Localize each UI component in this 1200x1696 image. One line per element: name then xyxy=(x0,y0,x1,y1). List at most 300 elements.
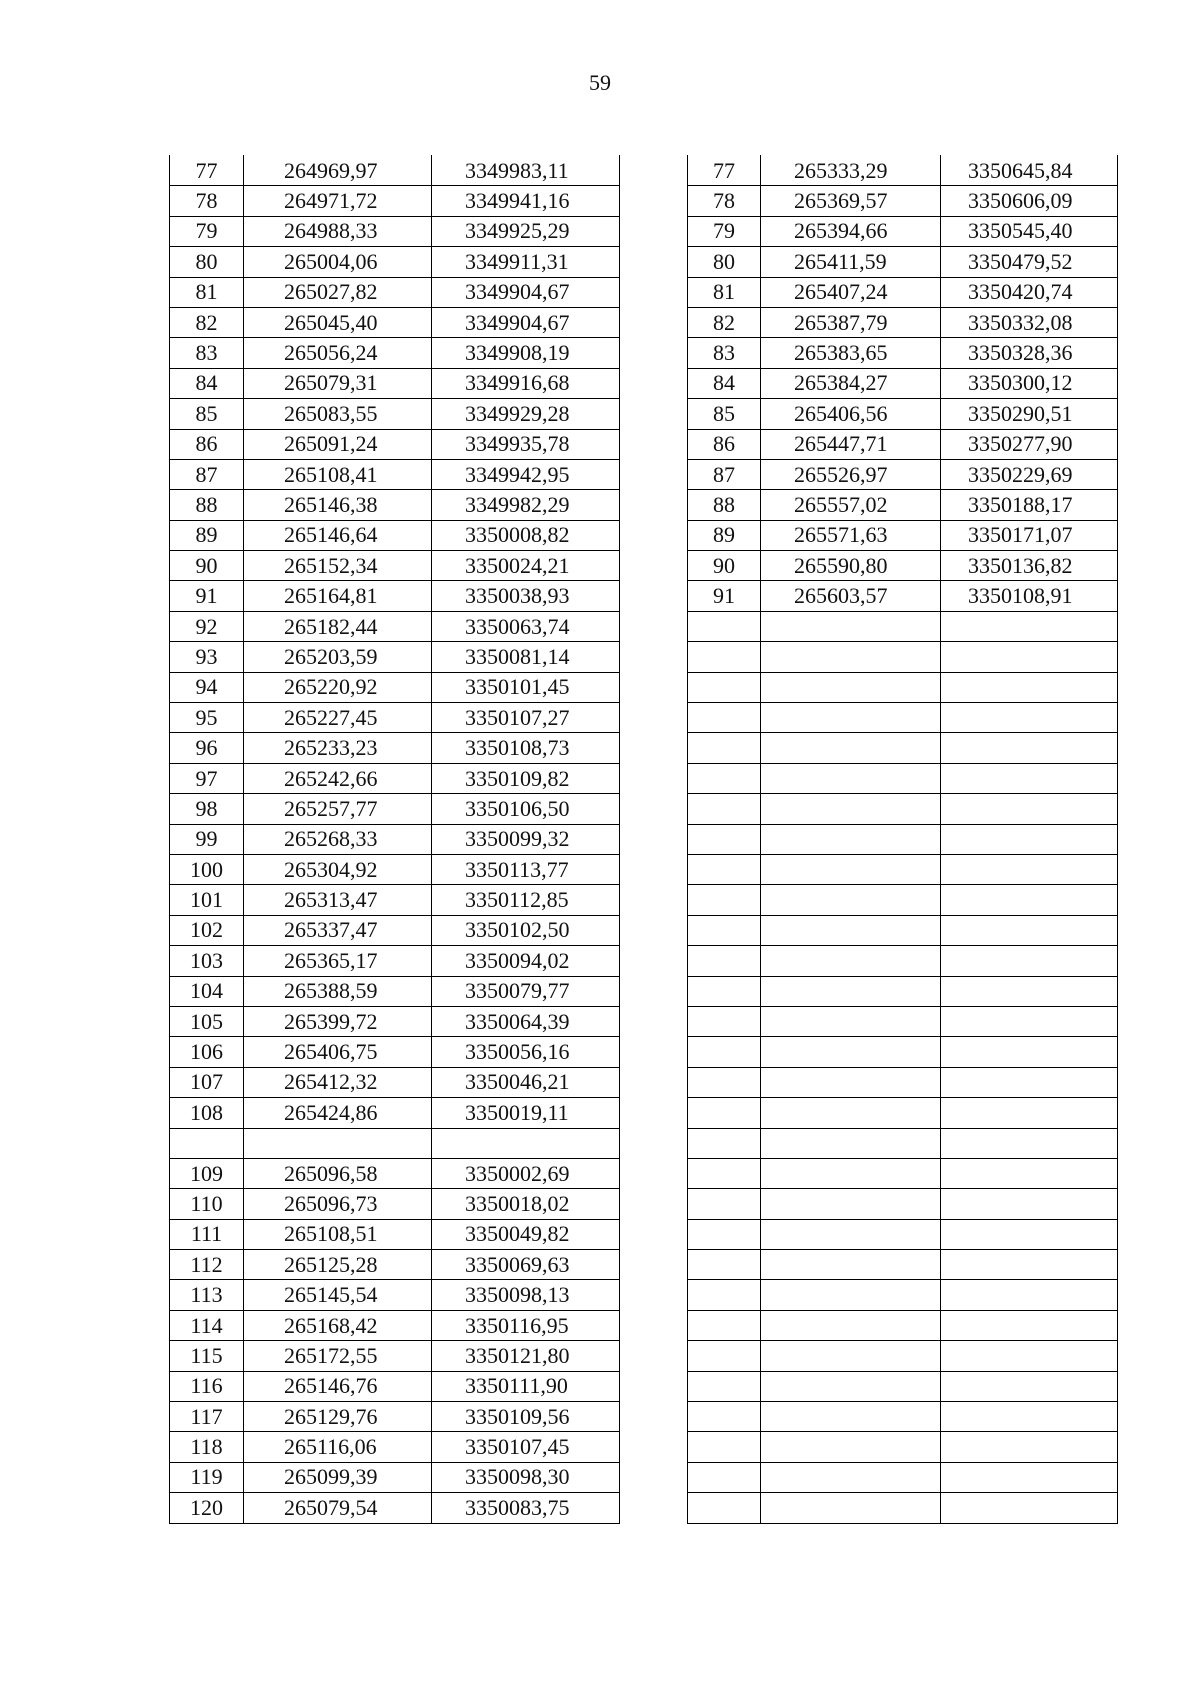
table-row xyxy=(688,763,1118,793)
table-row xyxy=(688,156,1118,186)
y-coordinate-cell xyxy=(941,1250,1118,1280)
point-number-cell: 89 xyxy=(170,520,244,550)
point-number-cell: 102 xyxy=(170,915,244,945)
table-row xyxy=(688,1098,1118,1128)
point-number-cell: 118 xyxy=(170,1432,244,1462)
x-coordinate-cell: 265083,55 xyxy=(244,399,432,429)
table-row xyxy=(688,399,1118,429)
point-number-cell: 98 xyxy=(170,794,244,824)
table-row xyxy=(170,1067,620,1097)
x-coordinate-cell: 264988,33 xyxy=(244,216,432,246)
table-row xyxy=(170,1037,620,1067)
x-coordinate-cell: 265447,71 xyxy=(761,429,941,459)
point-number-cell: 92 xyxy=(170,611,244,641)
x-coordinate-cell: 265387,79 xyxy=(761,307,941,337)
y-coordinate-cell: 3350038,93 xyxy=(432,581,620,611)
x-coordinate-cell: 265571,63 xyxy=(761,520,941,550)
point-number-cell: 90 xyxy=(170,551,244,581)
y-coordinate-cell xyxy=(941,611,1118,641)
table-row xyxy=(170,338,620,368)
x-coordinate-cell: 265220,92 xyxy=(244,672,432,702)
y-coordinate-cell: 3350109,82 xyxy=(432,763,620,793)
point-number-cell: 112 xyxy=(170,1250,244,1280)
point-number-cell xyxy=(688,1128,761,1158)
point-number-cell xyxy=(688,1432,761,1462)
point-number-cell xyxy=(688,1341,761,1371)
point-number-cell: 84 xyxy=(170,368,244,398)
point-number-cell: 101 xyxy=(170,885,244,915)
table-row xyxy=(688,490,1118,520)
x-coordinate-cell xyxy=(761,672,941,702)
y-coordinate-cell: 3350099,32 xyxy=(432,824,620,854)
y-coordinate-cell: 3350277,90 xyxy=(941,429,1118,459)
table-row xyxy=(688,976,1118,1006)
table-row xyxy=(170,429,620,459)
x-coordinate-cell: 265129,76 xyxy=(244,1402,432,1432)
point-number-cell: 87 xyxy=(688,459,761,489)
point-number-cell xyxy=(688,794,761,824)
table-row xyxy=(688,1341,1118,1371)
table-row xyxy=(170,1098,620,1128)
x-coordinate-cell: 264971,72 xyxy=(244,186,432,216)
table-row xyxy=(688,1250,1118,1280)
point-number-cell: 78 xyxy=(170,186,244,216)
x-coordinate-cell: 265079,54 xyxy=(244,1493,432,1523)
table-row xyxy=(170,733,620,763)
table-row xyxy=(688,1371,1118,1401)
x-coordinate-cell: 265164,81 xyxy=(244,581,432,611)
y-coordinate-cell: 3350136,82 xyxy=(941,551,1118,581)
y-coordinate-cell: 3350479,52 xyxy=(941,247,1118,277)
table-row xyxy=(688,672,1118,702)
table-row xyxy=(170,156,620,186)
x-coordinate-cell xyxy=(761,642,941,672)
table-row xyxy=(688,1402,1118,1432)
y-coordinate-cell: 3350108,91 xyxy=(941,581,1118,611)
x-coordinate-cell xyxy=(761,824,941,854)
table-row xyxy=(688,1280,1118,1310)
y-coordinate-cell xyxy=(941,733,1118,763)
point-number-cell: 80 xyxy=(688,247,761,277)
y-coordinate-cell xyxy=(941,672,1118,702)
table-row xyxy=(688,1158,1118,1188)
point-number-cell xyxy=(688,915,761,945)
x-coordinate-cell: 265388,59 xyxy=(244,976,432,1006)
point-number-cell: 84 xyxy=(688,368,761,398)
point-number-cell: 109 xyxy=(170,1158,244,1188)
x-coordinate-cell: 265004,06 xyxy=(244,247,432,277)
x-coordinate-cell: 265096,58 xyxy=(244,1158,432,1188)
x-coordinate-cell xyxy=(761,1432,941,1462)
point-number-cell: 77 xyxy=(170,156,244,186)
point-number-cell: 115 xyxy=(170,1341,244,1371)
y-coordinate-cell: 3350332,08 xyxy=(941,307,1118,337)
table-row xyxy=(170,186,620,216)
x-coordinate-cell xyxy=(761,1493,941,1523)
table-row xyxy=(170,1493,620,1523)
point-number-cell xyxy=(688,703,761,733)
x-coordinate-cell: 265384,27 xyxy=(761,368,941,398)
table-row xyxy=(170,277,620,307)
x-coordinate-cell: 265268,33 xyxy=(244,824,432,854)
x-coordinate-cell: 265099,39 xyxy=(244,1462,432,1492)
table-row xyxy=(688,1037,1118,1067)
y-coordinate-cell: 3350024,21 xyxy=(432,551,620,581)
x-coordinate-cell: 265096,73 xyxy=(244,1189,432,1219)
point-number-cell: 99 xyxy=(170,824,244,854)
y-coordinate-cell: 3350112,85 xyxy=(432,885,620,915)
point-number-cell: 91 xyxy=(170,581,244,611)
point-number-cell xyxy=(688,1493,761,1523)
x-coordinate-cell: 265116,06 xyxy=(244,1432,432,1462)
y-coordinate-cell: 3350121,80 xyxy=(432,1341,620,1371)
point-number-cell xyxy=(688,733,761,763)
x-coordinate-cell: 265152,34 xyxy=(244,551,432,581)
x-coordinate-cell xyxy=(761,1341,941,1371)
point-number-cell xyxy=(688,1006,761,1036)
table-row xyxy=(170,368,620,398)
x-coordinate-cell xyxy=(761,733,941,763)
y-coordinate-cell: 3349942,95 xyxy=(432,459,620,489)
table-row xyxy=(170,1462,620,1492)
x-coordinate-cell xyxy=(761,1402,941,1432)
x-coordinate-cell: 265146,64 xyxy=(244,520,432,550)
x-coordinate-cell: 265369,57 xyxy=(761,186,941,216)
y-coordinate-cell: 3350019,11 xyxy=(432,1098,620,1128)
table-row xyxy=(170,1219,620,1249)
table-row xyxy=(688,1067,1118,1097)
x-coordinate-cell: 265603,57 xyxy=(761,581,941,611)
x-coordinate-cell xyxy=(761,1219,941,1249)
y-coordinate-cell xyxy=(941,854,1118,884)
y-coordinate-cell xyxy=(941,1219,1118,1249)
table-row xyxy=(170,1310,620,1340)
table-row xyxy=(170,672,620,702)
y-coordinate-cell xyxy=(941,915,1118,945)
x-coordinate-cell: 265182,44 xyxy=(244,611,432,641)
y-coordinate-cell: 3350063,74 xyxy=(432,611,620,641)
table-row xyxy=(688,733,1118,763)
x-coordinate-cell xyxy=(761,1006,941,1036)
point-number-cell: 103 xyxy=(170,946,244,976)
table-row xyxy=(170,946,620,976)
x-coordinate-cell xyxy=(761,976,941,1006)
y-coordinate-cell: 3350002,69 xyxy=(432,1158,620,1188)
table-row xyxy=(688,551,1118,581)
y-coordinate-cell: 3350188,17 xyxy=(941,490,1118,520)
table-row xyxy=(170,854,620,884)
table-row xyxy=(170,1432,620,1462)
table-row xyxy=(688,216,1118,246)
point-number-cell: 117 xyxy=(170,1402,244,1432)
y-coordinate-cell: 3350098,13 xyxy=(432,1280,620,1310)
x-coordinate-cell xyxy=(761,1158,941,1188)
y-coordinate-cell: 3349904,67 xyxy=(432,307,620,337)
x-coordinate-cell xyxy=(761,763,941,793)
table-row xyxy=(688,642,1118,672)
y-coordinate-cell xyxy=(941,885,1118,915)
point-number-cell xyxy=(688,1037,761,1067)
y-coordinate-cell: 3350101,45 xyxy=(432,672,620,702)
coordinates-table-right xyxy=(687,155,1118,1524)
table-row xyxy=(170,915,620,945)
point-number-cell: 107 xyxy=(170,1067,244,1097)
x-coordinate-cell: 265337,47 xyxy=(244,915,432,945)
y-coordinate-cell: 3350606,09 xyxy=(941,186,1118,216)
x-coordinate-cell: 265091,24 xyxy=(244,429,432,459)
y-coordinate-cell xyxy=(941,1310,1118,1340)
x-coordinate-cell: 265125,28 xyxy=(244,1250,432,1280)
table-row xyxy=(170,520,620,550)
y-coordinate-cell xyxy=(941,1098,1118,1128)
y-coordinate-cell xyxy=(941,1067,1118,1097)
point-number-cell: 106 xyxy=(170,1037,244,1067)
y-coordinate-cell: 3350420,74 xyxy=(941,277,1118,307)
x-coordinate-cell xyxy=(761,854,941,884)
point-number-cell: 94 xyxy=(170,672,244,702)
x-coordinate-cell: 265406,56 xyxy=(761,399,941,429)
y-coordinate-cell: 3349908,19 xyxy=(432,338,620,368)
y-coordinate-cell: 3350069,63 xyxy=(432,1250,620,1280)
y-coordinate-cell: 3350107,45 xyxy=(432,1432,620,1462)
table-row xyxy=(688,794,1118,824)
y-coordinate-cell: 3350083,75 xyxy=(432,1493,620,1523)
table-row xyxy=(688,915,1118,945)
table-row xyxy=(170,216,620,246)
x-coordinate-cell xyxy=(761,1128,941,1158)
x-coordinate-cell xyxy=(761,1310,941,1340)
point-number-cell: 108 xyxy=(170,1098,244,1128)
x-coordinate-cell: 265590,80 xyxy=(761,551,941,581)
x-coordinate-cell xyxy=(761,946,941,976)
table-row xyxy=(170,581,620,611)
x-coordinate-cell xyxy=(761,885,941,915)
y-coordinate-cell: 3350111,90 xyxy=(432,1371,620,1401)
x-coordinate-cell: 265045,40 xyxy=(244,307,432,337)
y-coordinate-cell xyxy=(941,1432,1118,1462)
table-row xyxy=(688,581,1118,611)
table-row xyxy=(688,1219,1118,1249)
y-coordinate-cell xyxy=(941,1371,1118,1401)
point-number-cell: 96 xyxy=(170,733,244,763)
point-number-cell xyxy=(688,763,761,793)
point-number-cell xyxy=(688,1462,761,1492)
x-coordinate-cell: 265145,54 xyxy=(244,1280,432,1310)
table-row xyxy=(170,1189,620,1219)
y-coordinate-cell: 3350109,56 xyxy=(432,1402,620,1432)
x-coordinate-cell: 265304,92 xyxy=(244,854,432,884)
table-row xyxy=(170,703,620,733)
table-row xyxy=(170,399,620,429)
table-row xyxy=(170,1280,620,1310)
point-number-cell: 86 xyxy=(688,429,761,459)
x-coordinate-cell: 265027,82 xyxy=(244,277,432,307)
table-row xyxy=(688,854,1118,884)
x-coordinate-cell: 265394,66 xyxy=(761,216,941,246)
table-row xyxy=(170,551,620,581)
point-number-cell xyxy=(688,885,761,915)
y-coordinate-cell: 3350102,50 xyxy=(432,915,620,945)
point-number-cell: 77 xyxy=(688,156,761,186)
table-row xyxy=(170,247,620,277)
point-number-cell xyxy=(688,1310,761,1340)
table-row xyxy=(170,794,620,824)
x-coordinate-cell: 265257,77 xyxy=(244,794,432,824)
table-row xyxy=(688,824,1118,854)
y-coordinate-cell xyxy=(941,1493,1118,1523)
x-coordinate-cell xyxy=(761,1280,941,1310)
table-row xyxy=(170,642,620,672)
table-row xyxy=(688,885,1118,915)
y-coordinate-cell xyxy=(941,1402,1118,1432)
table-row xyxy=(170,1371,620,1401)
point-number-cell: 100 xyxy=(170,854,244,884)
x-coordinate-cell xyxy=(761,794,941,824)
table-row xyxy=(170,1128,620,1158)
point-number-cell: 119 xyxy=(170,1462,244,1492)
table-row xyxy=(170,1006,620,1036)
point-number-cell: 120 xyxy=(170,1493,244,1523)
point-number-cell xyxy=(688,1402,761,1432)
point-number-cell: 88 xyxy=(688,490,761,520)
coordinates-table-left xyxy=(169,155,620,1524)
y-coordinate-cell: 3350049,82 xyxy=(432,1219,620,1249)
point-number-cell: 80 xyxy=(170,247,244,277)
table-row xyxy=(170,1341,620,1371)
y-coordinate-cell xyxy=(941,1158,1118,1188)
y-coordinate-cell: 3350046,21 xyxy=(432,1067,620,1097)
x-coordinate-cell: 265365,17 xyxy=(244,946,432,976)
point-number-cell: 97 xyxy=(170,763,244,793)
y-coordinate-cell: 3350098,30 xyxy=(432,1462,620,1492)
table-row xyxy=(688,611,1118,641)
point-number-cell xyxy=(688,976,761,1006)
table-row xyxy=(688,1493,1118,1523)
table-row xyxy=(688,1432,1118,1462)
y-coordinate-cell: 3350056,16 xyxy=(432,1037,620,1067)
point-number-cell: 83 xyxy=(170,338,244,368)
point-number-cell xyxy=(688,1158,761,1188)
x-coordinate-cell: 265227,45 xyxy=(244,703,432,733)
y-coordinate-cell xyxy=(941,642,1118,672)
x-coordinate-cell: 265557,02 xyxy=(761,490,941,520)
y-coordinate-cell: 3350229,69 xyxy=(941,459,1118,489)
point-number-cell: 79 xyxy=(170,216,244,246)
x-coordinate-cell xyxy=(761,1250,941,1280)
point-number-cell xyxy=(688,1067,761,1097)
y-coordinate-cell: 3350107,27 xyxy=(432,703,620,733)
y-coordinate-cell: 3350171,07 xyxy=(941,520,1118,550)
y-coordinate-cell: 3349916,68 xyxy=(432,368,620,398)
x-coordinate-cell: 265333,29 xyxy=(761,156,941,186)
point-number-cell xyxy=(688,1250,761,1280)
table-row xyxy=(170,307,620,337)
x-coordinate-cell: 265203,59 xyxy=(244,642,432,672)
y-coordinate-cell: 3350545,40 xyxy=(941,216,1118,246)
point-number-cell xyxy=(688,642,761,672)
y-coordinate-cell: 3350094,02 xyxy=(432,946,620,976)
table-row xyxy=(688,307,1118,337)
point-number-cell: 86 xyxy=(170,429,244,459)
x-coordinate-cell: 265412,32 xyxy=(244,1067,432,1097)
x-coordinate-cell xyxy=(761,703,941,733)
point-number-cell: 104 xyxy=(170,976,244,1006)
x-coordinate-cell: 265168,42 xyxy=(244,1310,432,1340)
table-row xyxy=(170,459,620,489)
table-row xyxy=(688,459,1118,489)
y-coordinate-cell xyxy=(941,1037,1118,1067)
point-number-cell xyxy=(688,1098,761,1128)
page-number: 59 xyxy=(589,70,611,95)
point-number-cell xyxy=(688,824,761,854)
y-coordinate-cell: 3350645,84 xyxy=(941,156,1118,186)
y-coordinate-cell: 3350079,77 xyxy=(432,976,620,1006)
x-coordinate-cell: 265233,23 xyxy=(244,733,432,763)
x-coordinate-cell: 265056,24 xyxy=(244,338,432,368)
point-number-cell: 116 xyxy=(170,1371,244,1401)
x-coordinate-cell: 265399,72 xyxy=(244,1006,432,1036)
table-row xyxy=(688,703,1118,733)
point-number-cell: 78 xyxy=(688,186,761,216)
point-number-cell: 111 xyxy=(170,1219,244,1249)
y-coordinate-cell: 3349904,67 xyxy=(432,277,620,307)
x-coordinate-cell xyxy=(761,1189,941,1219)
table-row xyxy=(688,186,1118,216)
x-coordinate-cell: 265172,55 xyxy=(244,1341,432,1371)
point-number-cell xyxy=(688,672,761,702)
point-number-cell xyxy=(688,1371,761,1401)
point-number-cell: 81 xyxy=(688,277,761,307)
x-coordinate-cell: 265406,75 xyxy=(244,1037,432,1067)
point-number-cell xyxy=(688,1280,761,1310)
y-coordinate-cell xyxy=(941,794,1118,824)
table-row xyxy=(688,1310,1118,1340)
point-number-cell: 90 xyxy=(688,551,761,581)
y-coordinate-cell: 3349935,78 xyxy=(432,429,620,459)
point-number-cell: 82 xyxy=(688,307,761,337)
x-coordinate-cell: 265411,59 xyxy=(761,247,941,277)
x-coordinate-cell xyxy=(244,1128,432,1158)
point-number-cell: 91 xyxy=(688,581,761,611)
y-coordinate-cell: 3349925,29 xyxy=(432,216,620,246)
x-coordinate-cell: 265146,38 xyxy=(244,490,432,520)
point-number-cell xyxy=(688,1219,761,1249)
y-coordinate-cell xyxy=(432,1128,620,1158)
table-row xyxy=(688,1462,1118,1492)
table-row xyxy=(688,429,1118,459)
point-number-cell: 81 xyxy=(170,277,244,307)
x-coordinate-cell: 265407,24 xyxy=(761,277,941,307)
y-coordinate-cell: 3349911,31 xyxy=(432,247,620,277)
point-number-cell: 93 xyxy=(170,642,244,672)
point-number-cell: 113 xyxy=(170,1280,244,1310)
x-coordinate-cell: 265313,47 xyxy=(244,885,432,915)
table-row xyxy=(170,763,620,793)
x-coordinate-cell xyxy=(761,915,941,945)
y-coordinate-cell xyxy=(941,976,1118,1006)
point-number-cell: 79 xyxy=(688,216,761,246)
y-coordinate-cell xyxy=(941,1462,1118,1492)
y-coordinate-cell: 3349982,29 xyxy=(432,490,620,520)
x-coordinate-cell: 265242,66 xyxy=(244,763,432,793)
table-row xyxy=(688,1006,1118,1036)
y-coordinate-cell: 3350108,73 xyxy=(432,733,620,763)
y-coordinate-cell: 3350008,82 xyxy=(432,520,620,550)
x-coordinate-cell: 265424,86 xyxy=(244,1098,432,1128)
table-row xyxy=(170,611,620,641)
x-coordinate-cell: 264969,97 xyxy=(244,156,432,186)
table-row xyxy=(170,490,620,520)
